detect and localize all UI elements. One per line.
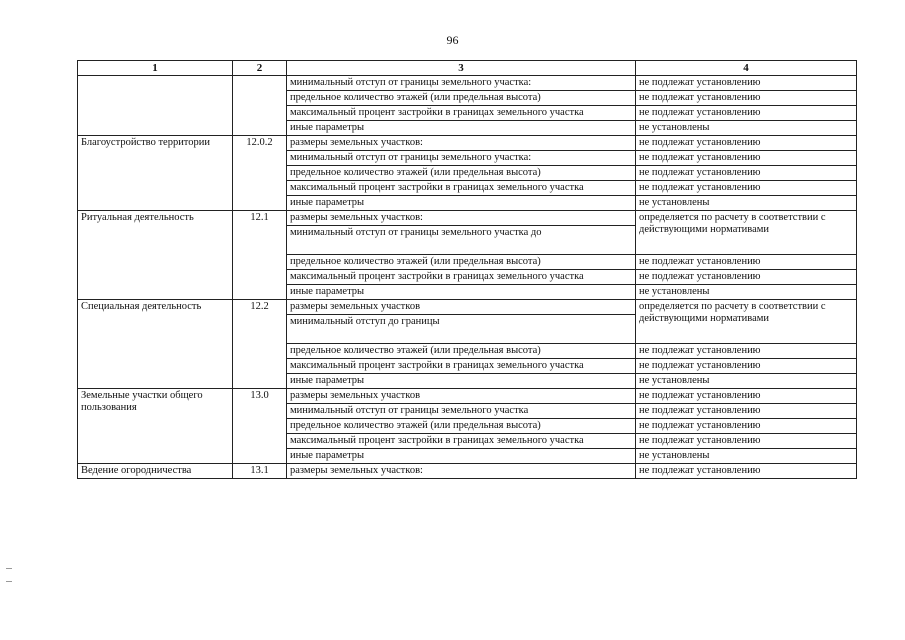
parameter-cell: максимальный процент застройки в границах земельного участка bbox=[287, 270, 636, 285]
parameter-cell: минимальный отступ до границы bbox=[287, 315, 636, 344]
parameter-cell: предельное количество этажей (или предельная высота) bbox=[287, 419, 636, 434]
land-use-name: Ритуальная деятельность bbox=[78, 211, 233, 300]
parameter-cell: размеры земельных участков: bbox=[287, 136, 636, 151]
parameter-cell: размеры земельных участков: bbox=[287, 211, 636, 226]
land-use-code: 12.2 bbox=[233, 300, 287, 389]
land-use-code: 12.1 bbox=[233, 211, 287, 300]
parameter-cell: максимальный процент застройки в границах земельного участка bbox=[287, 106, 636, 121]
value-cell: не подлежат установлению bbox=[636, 91, 857, 106]
margin-mark bbox=[6, 568, 12, 569]
land-use-table bbox=[77, 60, 857, 479]
value-cell: определяется по расчету в соответствии с действующими нормативами bbox=[636, 300, 857, 344]
value-cell: не подлежат установлению bbox=[636, 136, 857, 151]
parameter-cell: размеры земельных участков: bbox=[287, 464, 636, 479]
value-cell: не установлены bbox=[636, 374, 857, 389]
value-cell: не подлежат установлению bbox=[636, 151, 857, 166]
parameter-cell: иные параметры bbox=[287, 285, 636, 300]
value-cell: не подлежат установлению bbox=[636, 344, 857, 359]
parameter-cell: предельное количество этажей (или предельная высота) bbox=[287, 255, 636, 270]
table-row bbox=[78, 136, 857, 151]
table-row bbox=[78, 389, 857, 404]
table-row bbox=[78, 300, 857, 315]
parameter-cell: предельное количество этажей (или предельная высота) bbox=[287, 344, 636, 359]
value-cell: не установлены bbox=[636, 196, 857, 211]
table-header-row bbox=[78, 61, 857, 76]
value-cell: не подлежат установлению bbox=[636, 389, 857, 404]
land-use-code: 12.0.2 bbox=[233, 136, 287, 211]
parameter-cell: минимальный отступ от границы земельного участка: bbox=[287, 151, 636, 166]
table-row bbox=[78, 76, 857, 91]
parameter-cell: размеры земельных участков bbox=[287, 389, 636, 404]
value-cell: не установлены bbox=[636, 285, 857, 300]
parameter-cell: максимальный процент застройки в границах земельного участка bbox=[287, 434, 636, 449]
land-use-code: 13.1 bbox=[233, 464, 287, 479]
land-use-name bbox=[78, 76, 233, 136]
land-use-name: Благоустройство территории bbox=[78, 136, 233, 211]
land-use-name: Ведение огородничества bbox=[78, 464, 233, 479]
value-cell: не подлежат установлению bbox=[636, 76, 857, 91]
value-cell: не подлежат установлению bbox=[636, 464, 857, 479]
value-cell: не подлежат установлению bbox=[636, 434, 857, 449]
value-cell: не установлены bbox=[636, 449, 857, 464]
parameter-cell: минимальный отступ от границы земельного участка: bbox=[287, 76, 636, 91]
column-header: 1 bbox=[78, 61, 233, 76]
parameter-cell: иные параметры bbox=[287, 121, 636, 136]
parameter-cell: минимальный отступ от границы земельного участка до bbox=[287, 226, 636, 255]
land-use-name: Специальная деятельность bbox=[78, 300, 233, 389]
value-cell: не установлены bbox=[636, 121, 857, 136]
column-header: 2 bbox=[233, 61, 287, 76]
value-cell: не подлежат установлению bbox=[636, 359, 857, 374]
value-cell: не подлежат установлению bbox=[636, 270, 857, 285]
value-cell: не подлежат установлению bbox=[636, 106, 857, 121]
value-cell: не подлежат установлению bbox=[636, 255, 857, 270]
parameter-cell: размеры земельных участков bbox=[287, 300, 636, 315]
page-number: 96 bbox=[446, 33, 459, 47]
parameter-cell: иные параметры bbox=[287, 374, 636, 389]
land-use-code: 13.0 bbox=[233, 389, 287, 464]
parameter-cell: предельное количество этажей (или предельная высота) bbox=[287, 166, 636, 181]
land-use-name: Земельные участки общего пользования bbox=[78, 389, 233, 464]
value-cell: не подлежат установлению bbox=[636, 166, 857, 181]
parameter-cell: предельное количество этажей (или предельная высота) bbox=[287, 91, 636, 106]
parameter-cell: иные параметры bbox=[287, 196, 636, 211]
parameter-cell: максимальный процент застройки в границах земельного участка bbox=[287, 359, 636, 374]
value-cell: не подлежат установлению bbox=[636, 404, 857, 419]
margin-mark bbox=[6, 581, 12, 582]
table-row bbox=[78, 464, 857, 479]
column-header: 3 bbox=[287, 61, 636, 76]
column-header: 4 bbox=[636, 61, 857, 76]
parameter-cell: иные параметры bbox=[287, 449, 636, 464]
parameter-cell: максимальный процент застройки в границах земельного участка bbox=[287, 181, 636, 196]
land-use-code bbox=[233, 76, 287, 136]
value-cell: не подлежат установлению bbox=[636, 419, 857, 434]
value-cell: определяется по расчету в соответствии с действующими нормативами bbox=[636, 211, 857, 255]
value-cell: не подлежат установлению bbox=[636, 181, 857, 196]
parameter-cell: минимальный отступ от границы земельного участка bbox=[287, 404, 636, 419]
table-row bbox=[78, 211, 857, 226]
